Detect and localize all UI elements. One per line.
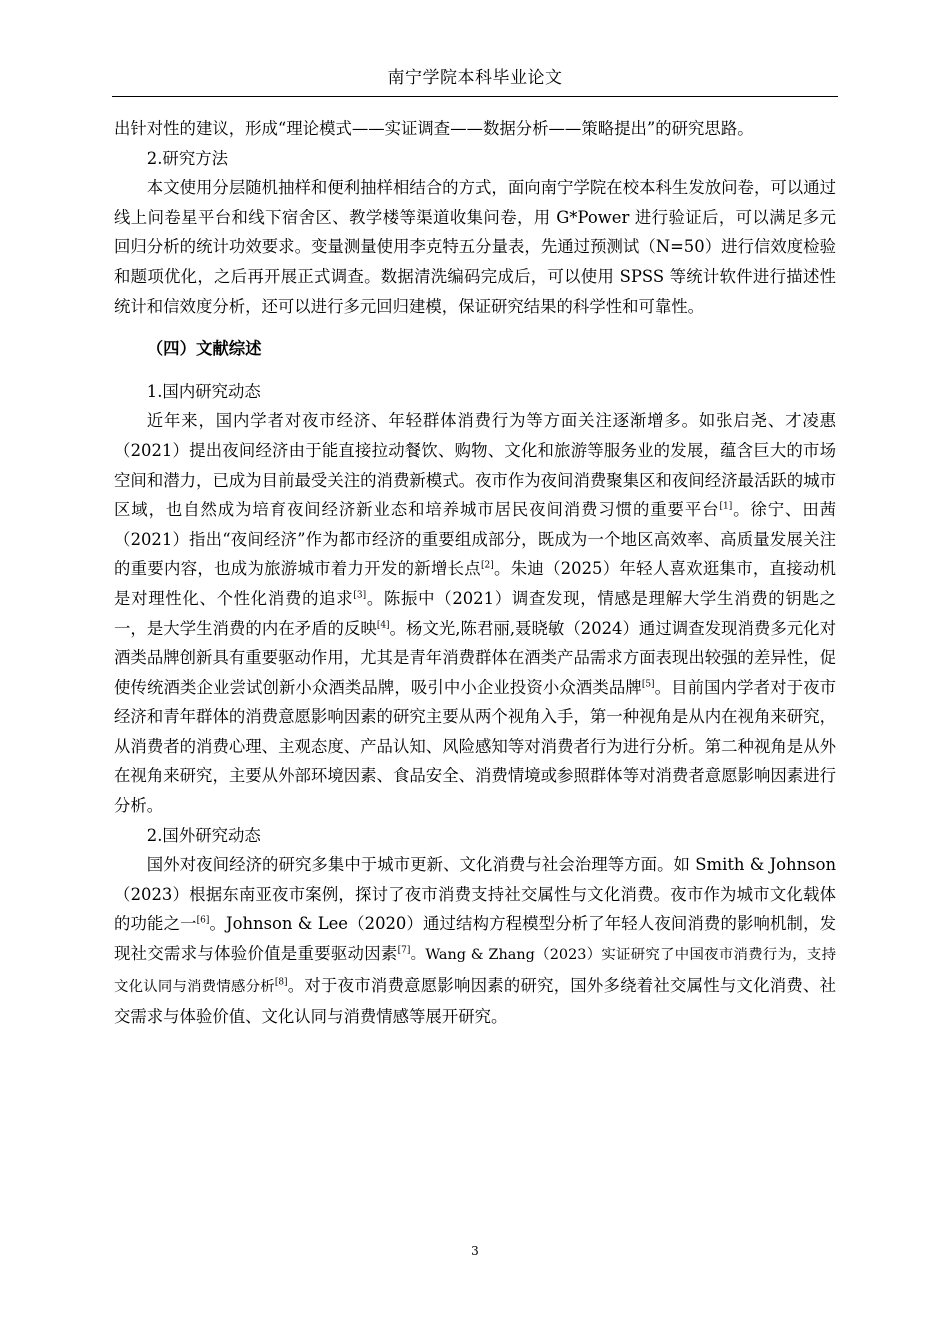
citation-5: [5] bbox=[641, 679, 655, 690]
foreign-text-1: 国外对夜间经济的研究多集中于城市更新、文化消费与社会治理等方面。如 Smith & Johnson（2023）根据东南亚夜市案例，探讨了夜市消费支持社交属性与文化消费。夜市作为城市文化载体的功能之一 bbox=[114, 855, 836, 934]
domestic-text-3: 。朱迪（2025）年轻人喜欢逛集市，直接动机是对理性化、个性化消费的追求 bbox=[114, 559, 836, 608]
subheading-research-method: 2.研究方法 bbox=[146, 148, 228, 168]
paragraph-research-method: 本文使用分层随机抽样和便利抽样相结合的方式，面向南宁学院在校本科生发放问卷，可以通过线上问卷星平台和线下宿舍区、教学楼等渠道收集问卷，用 G*Power 进行验证后，可以满足多元回归分析的统计功效要求。变量测量使用李克特五分量表，先通过预测试（N=50）进行信效度检验和题项优化，之后再开展正式调查。数据清洗编码完成后，可以使用 SPSS 等统计软件进行描述性统计和信效度分析，还可以进行多元回归建模，保证研究结果的科学性和可靠性。 bbox=[114, 178, 836, 316]
header-divider bbox=[112, 96, 838, 97]
paragraph-domestic-research bbox=[114, 406, 836, 820]
domestic-text-2: 。徐宁、田茜（2021）指出“夜间经济”作为都市经济的重要组成部分，既成为一个地区高效率、高质量发展关注的重要内容，也成为旅游城市着力开发的新增长点 bbox=[114, 500, 837, 579]
domestic-text-1: 近年来，国内学者对夜市经济、年轻群体消费行为等方面关注逐渐增多。如张启尧、才凌惠（2021）提出夜间经济由于能直接拉动餐饮、购物、文化和旅游等服务业的发展，蕴含巨大的市场空间和潜力，已成为目前最受关注的消费新模式。夜市作为夜间消费聚集区和夜间经济最活跃的城市区域，也自然成为培育夜间经济新业态和培养城市居民夜间消费习惯的重要平台 bbox=[114, 411, 836, 520]
citation-4: [4] bbox=[376, 620, 390, 631]
subheading-foreign-research: 2.国外研究动态 bbox=[146, 825, 261, 845]
citation-7: [7] bbox=[397, 945, 411, 956]
page-body bbox=[114, 114, 836, 1032]
domestic-text-5: 。杨文光,陈君丽,聂晓敏（2024）通过调查发现消费多元化对酒类品牌创新具有重要驱动作用，尤其是青年消费群体在酒类产品需求方面表现出较强的差异性，促使传统酒类企业尝试创新小众酒类品牌，吸引中小企业投资小众酒类品牌 bbox=[114, 618, 837, 697]
citation-2: [2] bbox=[480, 560, 494, 571]
foreign-text-3: 。Wang & Zhang（2023）实证研究了中国夜市消费行为，支持文化认同与消费情感分析 bbox=[114, 947, 837, 995]
foreign-text-2: 。Johnson & Lee（2020）通过结构方程模型分析了年轻人夜间消费的影响机制，发现社交需求与体验价值是重要驱动因素 bbox=[114, 914, 836, 964]
subheading-domestic-research: 1.国内研究动态 bbox=[146, 381, 261, 401]
citation-6: [6] bbox=[196, 915, 210, 926]
section-heading-literature-review: （四）文献综述 bbox=[146, 339, 262, 359]
citation-3: [3] bbox=[353, 590, 367, 601]
citation-8: [8] bbox=[274, 977, 288, 988]
paragraph-continuation: 出针对性的建议，形成“理论模式——实证调查——数据分析——策略提出”的研究思路。 bbox=[114, 119, 754, 138]
paragraph-foreign-research bbox=[114, 850, 836, 1032]
foreign-text-4: 。对于夜市消费意愿影响因素的研究，国外多绕着社交属性与文化消费、社交需求与体验价值、文化认同与消费情感等展开研究。 bbox=[114, 975, 836, 1027]
running-header: 南宁学院本科毕业论文 bbox=[387, 68, 563, 88]
page-number: 3 bbox=[471, 1244, 479, 1258]
citation-1: [1] bbox=[719, 501, 733, 512]
domestic-text-6: 。目前国内学者对于夜市经济和青年群体的消费意愿影响因素的研究主要从两个视角入手，第一种视角是从内在视角来研究，从消费者的消费心理、主观态度、产品认知、风险感知等对消费者行为进行分析。第二种视角是从外在视角来研究，主要从外部环境因素、食品安全、消费情境或参照群体等对消费者意愿影响因素进行分析。 bbox=[114, 677, 836, 816]
domestic-text-4: 。陈振中（2021）调查发现，情感是理解大学生消费的钥匙之一，是大学生消费的内在矛盾的反映 bbox=[114, 588, 836, 638]
